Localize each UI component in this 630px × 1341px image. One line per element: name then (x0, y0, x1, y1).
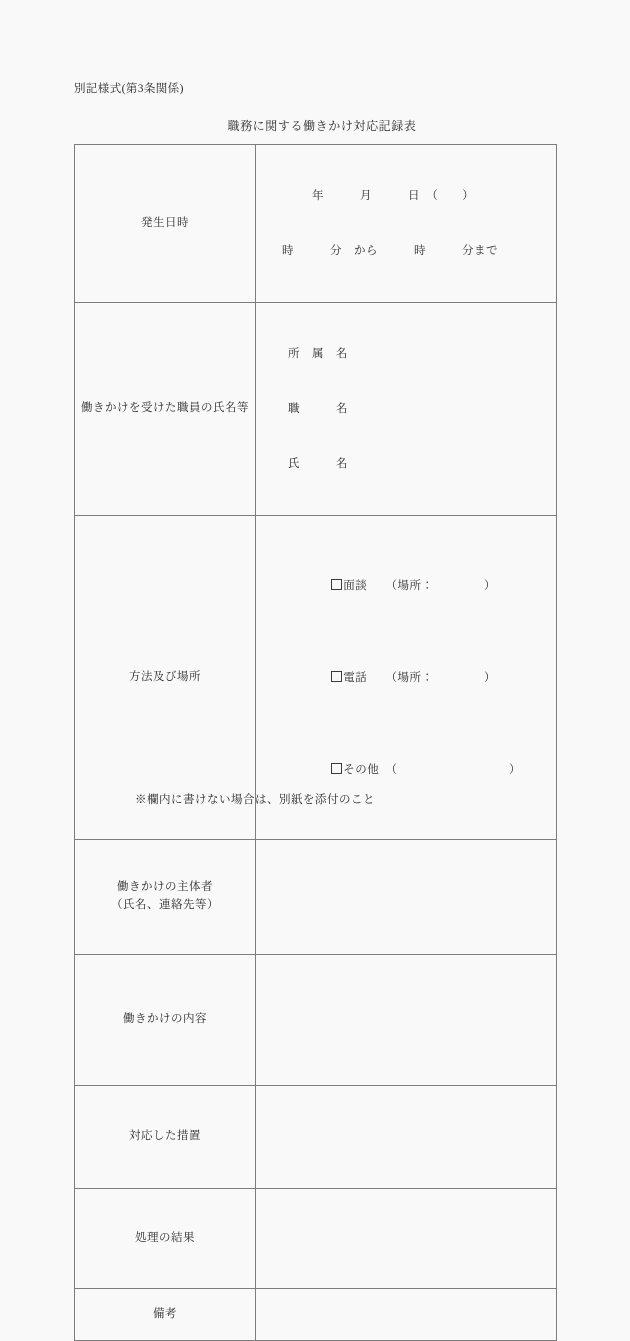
method-options-group[interactable] (256, 521, 556, 834)
row-value-remarks[interactable] (256, 1289, 557, 1341)
row-value-actor[interactable] (256, 840, 557, 955)
label-text-line-1: 働きかけの主体者 (117, 881, 213, 894)
close-paren: ） (509, 763, 521, 776)
time-line: 時 分 から 時 分まで (282, 244, 498, 257)
close-paren: ） (484, 579, 496, 592)
row-label-actor (75, 840, 256, 955)
row-label-occurrence-datetime (75, 145, 256, 303)
table-row-result (75, 1189, 557, 1289)
label-text: 処理の結果 (135, 1231, 195, 1244)
row-value-staff-name[interactable] (256, 303, 557, 516)
datetime-entry-area[interactable] (256, 150, 556, 297)
table-row-occurrence-datetime (75, 145, 557, 303)
label-text-line-2: （氏名、連絡先等） (111, 899, 219, 912)
method-option-interview[interactable] (256, 558, 556, 613)
form-code-label: 別記様式(第3条関係) (74, 83, 184, 95)
option-label: その他 （ (343, 763, 398, 776)
label-text: 備考 (153, 1307, 177, 1320)
label-text: 働きかけの内容 (123, 1013, 207, 1026)
row-value-content[interactable] (256, 955, 557, 1086)
label-text: 働きかけを受けた職員の氏名等 (81, 402, 249, 415)
row-label-remarks (75, 1289, 256, 1341)
close-paren: ） (484, 671, 496, 684)
label-text: 対応した措置 (129, 1130, 201, 1143)
row-value-result[interactable] (256, 1189, 557, 1289)
position-line: 職 名 (288, 403, 348, 416)
row-label-measure (75, 1086, 256, 1189)
checkbox-icon[interactable] (331, 671, 342, 682)
option-label: 電話 （場所： (343, 671, 434, 684)
name-line: 氏 名 (288, 458, 348, 471)
table-row-actor (75, 840, 557, 955)
staff-entry-area[interactable] (256, 308, 556, 510)
checkbox-icon[interactable] (331, 763, 342, 774)
table-row-measure (75, 1086, 557, 1189)
row-value-occurrence-datetime[interactable] (256, 145, 557, 303)
option-label: 面談 （場所： (343, 579, 434, 592)
table-row-staff-name (75, 303, 557, 516)
method-option-other[interactable] (256, 742, 556, 797)
row-label-result (75, 1189, 256, 1289)
checkbox-icon[interactable] (331, 579, 342, 590)
footer-note: ※欄内に書けない場合は、別紙を添付のこと (135, 794, 375, 806)
table-row-content (75, 955, 557, 1086)
record-table (74, 144, 557, 1341)
row-label-staff-name (75, 303, 256, 516)
method-option-phone[interactable] (256, 650, 556, 705)
table-row-remarks (75, 1289, 557, 1341)
affiliation-line: 所 属 名 (288, 347, 348, 360)
label-text: 方法及び場所 (129, 670, 201, 683)
row-label-content (75, 955, 256, 1086)
label-text: 発生日時 (141, 216, 189, 229)
date-line: 年 月 日 （ ） (312, 189, 475, 202)
row-value-measure[interactable] (256, 1086, 557, 1189)
page-title: 職務に関する働きかけ対応記録表 (227, 119, 417, 133)
